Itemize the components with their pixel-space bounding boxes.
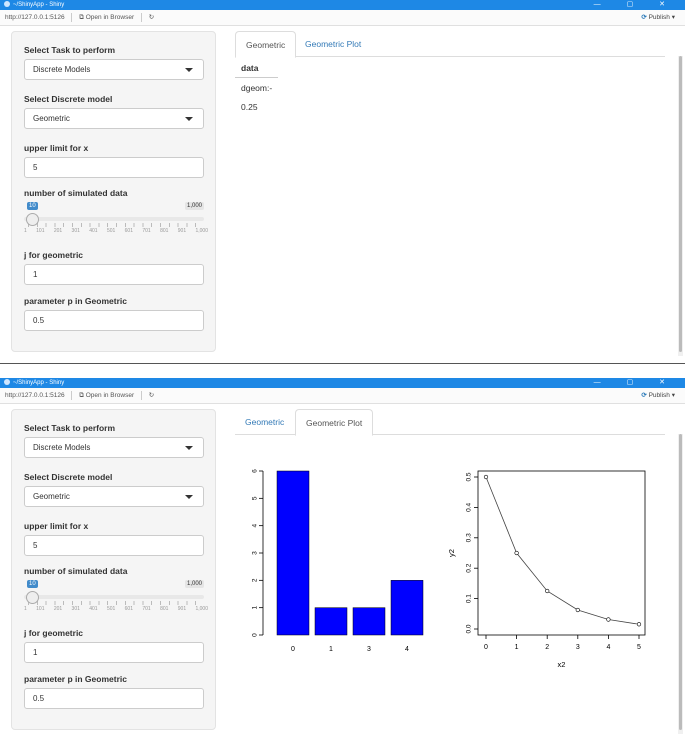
- publish-label: Publish: [648, 14, 670, 21]
- tick-label: 101: [36, 606, 45, 612]
- main-panel: [235, 409, 665, 673]
- tab-geometric-plot[interactable]: Geometric Plot: [295, 409, 373, 436]
- slider-max: 1,000: [186, 581, 202, 587]
- data-point: [637, 622, 641, 626]
- j-label: j for geometric: [24, 628, 84, 638]
- open-browser-icon[interactable]: ⧉: [79, 392, 84, 399]
- tab-geometric[interactable]: Geometric: [245, 417, 285, 427]
- sim-data-slider[interactable]: [24, 202, 208, 242]
- x-tick-label: 4: [606, 644, 611, 651]
- task-label: Select Task to perform: [24, 423, 116, 433]
- x-tick-label: 3: [575, 644, 580, 651]
- slider-ticks: [28, 601, 202, 605]
- bar-chart: [252, 469, 423, 653]
- table-row: [235, 97, 278, 116]
- slider-tick-labels: [24, 606, 208, 612]
- slider-track[interactable]: [24, 217, 204, 221]
- url-bar: [0, 10, 685, 26]
- sim-data-label: number of simulated data: [24, 188, 128, 198]
- y-tick-label: 0.1: [465, 594, 473, 604]
- slider-tick-labels: [24, 228, 208, 234]
- caret-down-icon: [185, 117, 193, 121]
- y-tick-label: 1: [251, 605, 259, 610]
- model-label: Select Discrete model: [24, 472, 113, 482]
- scrollbar-thumb[interactable]: [679, 56, 682, 352]
- open-browser-button[interactable]: Open in Browser: [85, 14, 135, 21]
- y-tick-label: 0.3: [465, 533, 473, 543]
- model-select-value: Geometric: [33, 114, 70, 123]
- tick-label: 801: [160, 228, 169, 234]
- model-select[interactable]: [24, 486, 204, 507]
- task-select-value: Discrete Models: [33, 443, 91, 452]
- tick-label: 201: [53, 606, 63, 612]
- slider-value: 10: [29, 581, 36, 587]
- y-tick-label: 2: [251, 578, 259, 583]
- upper-limit-label: upper limit for x: [24, 521, 89, 531]
- y-tick-label: 0.4: [465, 502, 473, 512]
- x-tick-label: 0: [291, 646, 295, 653]
- open-browser-button[interactable]: Open in Browser: [85, 392, 135, 399]
- table-header: data: [235, 57, 278, 78]
- data-point: [545, 589, 549, 593]
- x-tick-label: 0: [484, 644, 488, 651]
- title-bar: [0, 378, 685, 388]
- x-tick-label: 3: [367, 646, 371, 653]
- slider-max: 1,000: [186, 203, 202, 209]
- publish-button[interactable]: ⟳ Publish ▾: [641, 14, 675, 21]
- tab-bar: [235, 409, 665, 435]
- data-point: [484, 475, 488, 479]
- window-title: ~/ShinyApp - Shiny: [13, 2, 65, 8]
- x-tick-label: 1: [329, 646, 333, 653]
- tick-label: 301: [71, 228, 80, 234]
- divider: [141, 13, 142, 22]
- tick-label: 401: [89, 228, 98, 234]
- bar: [391, 580, 423, 635]
- window-controls[interactable]: — ▢ ✕: [593, 1, 677, 8]
- publish-label: Publish: [648, 392, 670, 399]
- tab-bar: [235, 31, 665, 57]
- x-axis-label: x2: [557, 660, 566, 669]
- x-tick-label: 4: [405, 646, 409, 653]
- open-browser-icon[interactable]: ⧉: [79, 14, 84, 21]
- bar: [353, 608, 385, 635]
- y-tick-label: 5: [251, 496, 259, 501]
- y-tick-label: 6: [251, 469, 259, 473]
- publish-icon: ⟳: [641, 14, 647, 21]
- y-axis-label: y2: [447, 549, 456, 557]
- url-text[interactable]: http://127.0.0.1:5126: [5, 392, 65, 399]
- sim-data-label: number of simulated data: [24, 566, 128, 576]
- tick-label: 901: [177, 228, 187, 234]
- tick-label: 1: [24, 606, 27, 612]
- j-input[interactable]: 1: [24, 264, 204, 285]
- tick-label: 401: [89, 606, 98, 612]
- y-tick-label: 0.5: [465, 472, 473, 482]
- url-bar: [0, 388, 685, 404]
- model-select[interactable]: [24, 108, 204, 129]
- y-tick-label: 3: [251, 551, 259, 555]
- table-cell: 0.25: [241, 102, 258, 112]
- slider-track[interactable]: [24, 595, 204, 599]
- y-tick-label: 4: [251, 523, 259, 528]
- x-tick-label: 1: [514, 644, 519, 651]
- p-input[interactable]: 0.5: [24, 310, 204, 331]
- x-tick-label: 2: [545, 644, 550, 651]
- data-point: [607, 618, 611, 622]
- y-tick-label: 0.0: [465, 624, 473, 634]
- slider-ticks: [28, 223, 202, 227]
- p-label: parameter p in Geometric: [24, 674, 127, 684]
- main-panel: [235, 31, 665, 116]
- tick-label: 901: [177, 606, 187, 612]
- app-icon: [4, 1, 10, 7]
- bar: [277, 471, 309, 635]
- data-point: [576, 608, 580, 612]
- series-line: [486, 477, 639, 624]
- caret-down-icon: [185, 68, 193, 72]
- tick-label: 1,000: [195, 228, 208, 234]
- window-controls[interactable]: — ▢ ✕: [593, 379, 677, 386]
- task-select-value: Discrete Models: [33, 65, 91, 74]
- scrollbar-thumb[interactable]: [679, 434, 682, 730]
- model-label: Select Discrete model: [24, 94, 113, 104]
- data-point: [515, 551, 519, 555]
- slider-value: 10: [29, 203, 36, 209]
- task-label: Select Task to perform: [24, 45, 116, 55]
- table-cell: dgeom:-: [241, 83, 273, 93]
- model-select-value: Geometric: [33, 492, 70, 501]
- line-chart: [447, 471, 645, 669]
- refresh-icon[interactable]: ↻: [148, 392, 155, 399]
- divider: [141, 391, 142, 400]
- scrollbar[interactable]: [678, 56, 683, 356]
- app-window-bottom: [0, 378, 685, 742]
- plot-frame: [478, 471, 645, 635]
- sidebar-panel: [11, 409, 216, 730]
- tab-geometric[interactable]: Geometric: [235, 31, 296, 58]
- bar: [315, 608, 347, 635]
- divider: [71, 391, 72, 400]
- tick-label: 201: [53, 228, 63, 234]
- tick-label: 701: [142, 606, 151, 612]
- tick-label: 1: [24, 228, 27, 234]
- tick-label: 601: [124, 606, 133, 612]
- sim-data-slider[interactable]: [24, 580, 208, 620]
- divider: [71, 13, 72, 22]
- tick-label: 501: [106, 606, 116, 612]
- table-row: [235, 78, 278, 98]
- y-tick-label: 0.2: [465, 563, 473, 573]
- tick-label: 301: [71, 606, 80, 612]
- tick-label: 801: [160, 606, 169, 612]
- tick-label: 1,000: [195, 606, 208, 612]
- tick-label: 101: [36, 228, 45, 234]
- slider-handle[interactable]: [26, 213, 39, 226]
- task-select[interactable]: [24, 437, 204, 458]
- upper-limit-input[interactable]: 5: [24, 535, 204, 556]
- caret-down-icon: [185, 495, 193, 499]
- data-table: [235, 57, 278, 116]
- upper-limit-input[interactable]: 5: [24, 157, 204, 178]
- scrollbar[interactable]: [678, 434, 683, 734]
- p-input[interactable]: 0.5: [24, 688, 204, 709]
- publish-button[interactable]: ⟳ Publish ▾: [641, 392, 675, 399]
- title-bar: [0, 0, 685, 10]
- sidebar-panel: [11, 31, 216, 352]
- publish-icon: ⟳: [641, 392, 647, 399]
- caret-down-icon: [185, 446, 193, 450]
- y-tick-label: 0: [251, 633, 259, 637]
- slider-handle[interactable]: [26, 591, 39, 604]
- tab-geometric-plot[interactable]: Geometric Plot: [305, 39, 362, 49]
- window-title: ~/ShinyApp - Shiny: [13, 380, 65, 386]
- x-tick-label: 5: [637, 644, 641, 651]
- app-window-top: [0, 0, 685, 364]
- app-icon: [4, 379, 10, 385]
- tick-label: 701: [142, 228, 151, 234]
- p-label: parameter p in Geometric: [24, 296, 127, 306]
- plot-area: [235, 443, 665, 673]
- upper-limit-label: upper limit for x: [24, 143, 89, 153]
- refresh-icon[interactable]: ↻: [148, 14, 155, 21]
- url-text[interactable]: http://127.0.0.1:5126: [5, 14, 65, 21]
- tick-label: 501: [106, 228, 116, 234]
- task-select[interactable]: [24, 59, 204, 80]
- j-label: j for geometric: [24, 250, 84, 260]
- j-input[interactable]: 1: [24, 642, 204, 663]
- tick-label: 601: [124, 228, 133, 234]
